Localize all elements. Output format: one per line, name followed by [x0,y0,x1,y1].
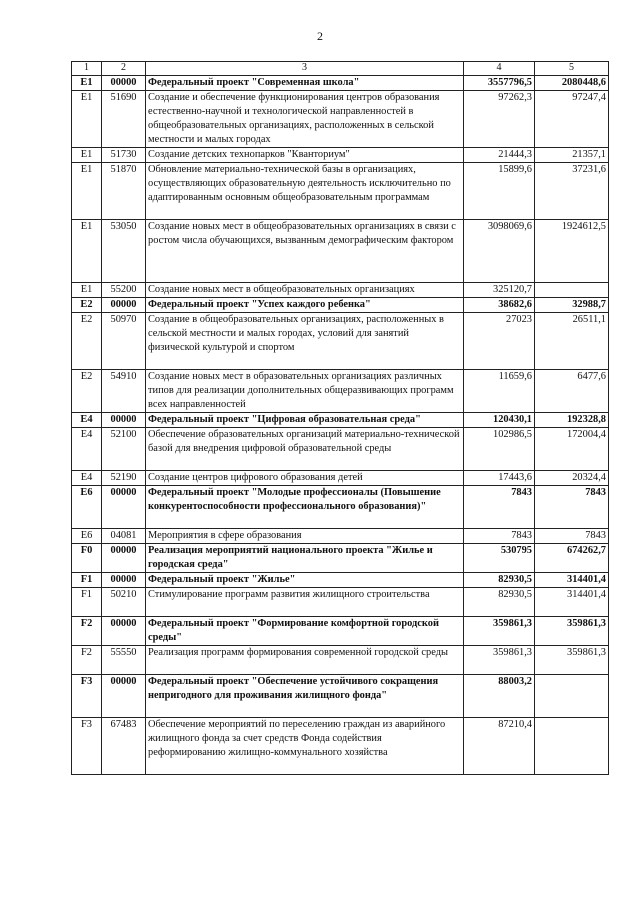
direction-code-cell: 50210 [102,588,146,617]
amount-col5-cell: 359861,3 [535,617,609,646]
table-row [72,428,609,471]
direction-code-cell: 04081 [102,529,146,544]
direction-code-cell: 50970 [102,313,146,370]
direction-code-cell: 51730 [102,148,146,163]
table-row [72,573,609,588]
target-code-cell: E4 [72,413,102,428]
amount-col5-cell [535,675,609,718]
amount-col4-cell: 530795 [464,544,535,573]
target-code-cell: F2 [72,617,102,646]
amount-col4-cell: 359861,3 [464,646,535,675]
description-cell: Федеральный проект "Современная школа" [146,76,464,91]
amount-col5-cell: 21357,1 [535,148,609,163]
target-code-cell: E1 [72,163,102,220]
description-cell: Федеральный проект "Молодые профессионалы (Повышение конкурентоспособности профессионального образования)" [146,486,464,529]
table-row [72,529,609,544]
amount-col4-cell: 27023 [464,313,535,370]
description-cell: Реализация мероприятий национального проекта "Жилье и городская среда" [146,544,464,573]
amount-col5-cell: 32988,7 [535,298,609,313]
description-cell: Мероприятия в сфере образования [146,529,464,544]
target-code-cell: E4 [72,471,102,486]
amount-col4-cell: 21444,3 [464,148,535,163]
table-row [72,486,609,529]
amount-col4-cell: 120430,1 [464,413,535,428]
amount-col4-cell: 11659,6 [464,370,535,413]
direction-code-cell: 00000 [102,486,146,529]
budget-table [71,61,609,775]
description-cell: Обновление материально-технической базы в организациях, осуществляющих образовательную деятельность исключительно по адаптированным основным общеобразовательным программам [146,163,464,220]
target-code-cell: E1 [72,283,102,298]
target-code-cell: E1 [72,220,102,283]
direction-code-cell: 00000 [102,675,146,718]
target-code-cell: F3 [72,675,102,718]
amount-col5-cell: 7843 [535,486,609,529]
amount-col5-cell: 359861,3 [535,646,609,675]
direction-code-cell: 51870 [102,163,146,220]
direction-code-cell: 00000 [102,573,146,588]
description-cell: Стимулирование программ развития жилищного строительства [146,588,464,617]
table-row [72,588,609,617]
table-row [72,220,609,283]
direction-code-cell: 00000 [102,298,146,313]
target-code-cell: F1 [72,588,102,617]
page-number: 2 [317,29,323,43]
table-row [72,163,609,220]
amount-col5-cell: 674262,7 [535,544,609,573]
table-row [72,471,609,486]
amount-col5-cell: 37231,6 [535,163,609,220]
table-row [72,675,609,718]
table-row [72,617,609,646]
target-code-cell: E2 [72,313,102,370]
amount-col5-cell: 97247,4 [535,91,609,148]
header-col-5: 5 [535,62,609,76]
description-cell: Создание детских технопарков "Кванториум" [146,148,464,163]
description-cell: Федеральный проект "Обеспечение устойчивого сокращения непригодного для проживания жилищного фонда" [146,675,464,718]
amount-col4-cell: 7843 [464,486,535,529]
table-row [72,76,609,91]
amount-col4-cell: 3098069,6 [464,220,535,283]
table-row [72,313,609,370]
amount-col4-cell: 102986,5 [464,428,535,471]
header-col-3: 3 [146,62,464,76]
target-code-cell: E6 [72,529,102,544]
table-row [72,298,609,313]
direction-code-cell: 55200 [102,283,146,298]
amount-col4-cell: 38682,6 [464,298,535,313]
target-code-cell: F0 [72,544,102,573]
amount-col5-cell: 192328,8 [535,413,609,428]
target-code-cell: E2 [72,298,102,313]
table-row [72,544,609,573]
target-code-cell: F2 [72,646,102,675]
amount-col5-cell [535,718,609,775]
direction-code-cell: 00000 [102,617,146,646]
amount-col4-cell: 325120,7 [464,283,535,298]
header-col-1: 1 [72,62,102,76]
amount-col5-cell: 314401,4 [535,573,609,588]
amount-col5-cell: 6477,6 [535,370,609,413]
description-cell: Создание новых мест в общеобразовательных организациях [146,283,464,298]
direction-code-cell: 55550 [102,646,146,675]
target-code-cell: F1 [72,573,102,588]
header-col-4: 4 [464,62,535,76]
direction-code-cell: 53050 [102,220,146,283]
table-header-row [72,62,609,76]
table-row [72,413,609,428]
amount-col4-cell: 17443,6 [464,471,535,486]
amount-col5-cell: 20324,4 [535,471,609,486]
amount-col5-cell: 2080448,6 [535,76,609,91]
amount-col4-cell: 359861,3 [464,617,535,646]
table-row [72,148,609,163]
direction-code-cell: 52100 [102,428,146,471]
amount-col4-cell: 97262,3 [464,91,535,148]
description-cell: Создание новых мест в общеобразовательных организациях в связи с ростом числа обучающихся, вызванным демографическим фактором [146,220,464,283]
direction-code-cell: 00000 [102,413,146,428]
description-cell: Создание центров цифрового образования детей [146,471,464,486]
amount-col5-cell: 7843 [535,529,609,544]
description-cell: Создание новых мест в образовательных организациях различных типов для реализации дополнительных общеразвивающих программ всех направленностей [146,370,464,413]
direction-code-cell: 67483 [102,718,146,775]
description-cell: Федеральный проект "Успех каждого ребенка" [146,298,464,313]
amount-col5-cell: 314401,4 [535,588,609,617]
amount-col4-cell: 3557796,5 [464,76,535,91]
target-code-cell: E4 [72,428,102,471]
amount-col4-cell: 7843 [464,529,535,544]
description-cell: Федеральный проект "Жилье" [146,573,464,588]
table-row [72,646,609,675]
amount-col5-cell [535,283,609,298]
direction-code-cell: 52190 [102,471,146,486]
amount-col4-cell: 88003,2 [464,675,535,718]
amount-col4-cell: 87210,4 [464,718,535,775]
description-cell: Обеспечение мероприятий по переселению граждан из аварийного жилищного фонда за счет средств Фонда содействия реформированию жилищно-коммунального хозяйства [146,718,464,775]
description-cell: Обеспечение образовательных организаций материально-технической базой для внедрения цифровой образовательной среды [146,428,464,471]
table-row [72,370,609,413]
description-cell: Федеральный проект "Цифровая образовательная среда" [146,413,464,428]
direction-code-cell: 54910 [102,370,146,413]
table-row [72,91,609,148]
amount-col4-cell: 82930,5 [464,588,535,617]
table-row [72,718,609,775]
description-cell: Реализация программ формирования современной городской среды [146,646,464,675]
target-code-cell: E1 [72,148,102,163]
target-code-cell: E6 [72,486,102,529]
target-code-cell: E2 [72,370,102,413]
target-code-cell: F3 [72,718,102,775]
amount-col5-cell: 172004,4 [535,428,609,471]
amount-col5-cell: 1924612,5 [535,220,609,283]
header-col-2: 2 [102,62,146,76]
direction-code-cell: 51690 [102,91,146,148]
amount-col4-cell: 15899,6 [464,163,535,220]
amount-col5-cell: 26511,1 [535,313,609,370]
amount-col4-cell: 82930,5 [464,573,535,588]
description-cell: Создание в общеобразовательных организациях, расположенных в сельской местности и малых городах, условий для занятий физической культурой и спортом [146,313,464,370]
table-row [72,283,609,298]
target-code-cell: E1 [72,91,102,148]
description-cell: Федеральный проект "Формирование комфортной городской среды" [146,617,464,646]
direction-code-cell: 00000 [102,544,146,573]
direction-code-cell: 00000 [102,76,146,91]
description-cell: Создание и обеспечение функционирования центров образования естественно-научной и технологической направленностей в общеобразовательных организациях, расположенных в сельской местности и малых городах [146,91,464,148]
target-code-cell: E1 [72,76,102,91]
